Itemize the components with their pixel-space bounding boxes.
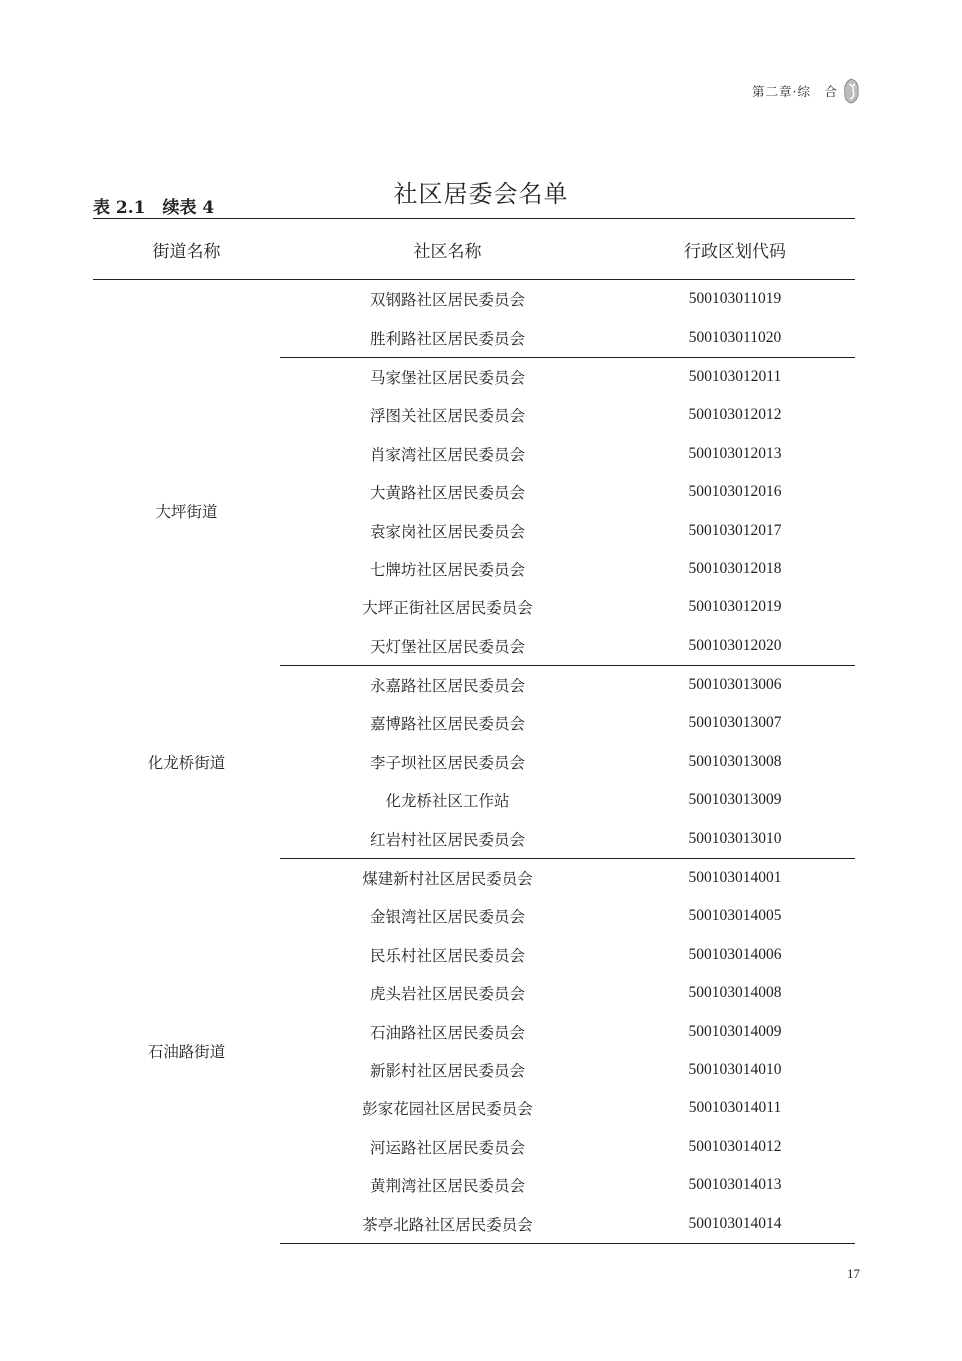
community-name-cell: 双钢路社区居民委员会 [369,291,525,310]
admin-code-cell: 500103012012 [688,406,782,424]
community-name-cell: 黄荆湾社区居民委员会 [369,1177,525,1196]
admin-code-cell: 500103012013 [688,444,782,462]
community-name-cell: 天灯堡社区居民委员会 [280,627,615,666]
admin-code-cell: 500103014011 [688,1099,782,1117]
table-row [93,665,855,704]
community-name-cell: 大坪正街社区居民委员会 [362,599,533,618]
community-name-cell: 金银湾社区居民委员会 [369,908,525,927]
community-name-cell: 红岩村社区居民委员会 [280,819,615,858]
community-name-cell: 茶亭北路社区居民委员会 [280,1204,615,1243]
admin-code-cell: 500103012020 [615,627,855,666]
admin-code-cell: 500103012019 [688,598,782,616]
community-name-cell: 煤建新村社区居民委员会 [362,870,533,889]
running-head [700,80,860,102]
community-name-cell: 彭家花园社区居民委员会 [362,1100,533,1119]
header-street: 街道名称 [93,219,280,280]
table-header-row [93,219,855,280]
admin-code-cell: 500103014008 [688,984,782,1002]
admin-code-cell: 500103014005 [688,907,782,925]
community-name-cell: 胜利路社区居民委员会 [280,318,615,357]
page-number: 17 [847,1266,860,1281]
admin-code-cell: 500103014012 [688,1137,782,1155]
ink-stone-emblem-icon [843,78,860,104]
admin-code-cell: 500103013008 [688,752,782,770]
admin-code-cell: 500103011019 [688,290,782,308]
page-title: 社区居委会名单 [393,180,569,209]
community-name-cell: 大黄路社区居民委员会 [369,484,525,503]
admin-code-cell: 500103011020 [615,318,855,357]
community-name-cell: 李子坝社区居民委员会 [369,753,525,772]
table-row [93,280,855,319]
header-code: 行政区划代码 [615,219,855,280]
admin-code-cell: 500103014014 [615,1204,855,1243]
street-name-cell: 化龙桥街道 [147,753,226,772]
community-name-cell: 新影村社区居民委员会 [369,1062,525,1080]
community-name-cell: 袁家岗社区居民委员会 [369,522,525,541]
admin-code-cell: 500103014013 [688,1176,782,1194]
community-name-cell: 河运路社区居民委员会 [369,1138,525,1157]
community-name-cell: 肖家湾社区居民委员会 [369,445,525,464]
community-name-cell: 马家堡社区居民委员会 [369,368,525,387]
admin-code-cell: 500103014009 [688,1022,782,1040]
street-name-cell [93,280,280,358]
table-row [93,858,855,897]
community-name-cell: 永嘉路社区居民委员会 [369,677,525,696]
table-row [93,357,855,396]
admin-code-cell: 500103012018 [688,559,782,577]
admin-code-cell: 500103014001 [688,869,782,887]
header-community: 社区名称 [280,219,615,280]
community-name-cell: 浮图关社区居民委员会 [369,407,525,426]
street-name-cell: 石油路街道 [147,1042,226,1061]
admin-code-cell: 500103014010 [688,1061,782,1078]
community-name-cell: 石油路社区居民委员会 [369,1023,525,1042]
admin-code-cell: 500103012016 [688,483,782,501]
table-label: 表 2.1 续表 4 [93,198,215,218]
running-head-text: 第二章·综 合 [752,84,838,99]
admin-code-cell: 500103012017 [688,521,782,539]
community-name-cell: 七牌坊社区居民委员会 [369,560,525,579]
admin-code-cell: 500103013007 [688,714,782,732]
admin-code-cell: 500103013009 [688,791,782,809]
community-name-cell: 虎头岩社区居民委员会 [369,985,525,1004]
community-name-cell: 民乐村社区居民委员会 [369,946,525,965]
admin-code-cell: 500103013010 [615,819,855,858]
admin-code-cell: 500103013006 [688,676,782,694]
community-name-cell: 嘉博路社区居民委员会 [369,715,525,734]
community-committee-table [93,218,855,1244]
community-name-cell: 化龙桥社区工作站 [385,792,510,811]
admin-code-cell: 500103012011 [688,367,782,385]
street-name-cell: 大坪街道 [155,503,218,522]
table-body [93,280,855,1244]
admin-code-cell: 500103014006 [688,945,782,963]
